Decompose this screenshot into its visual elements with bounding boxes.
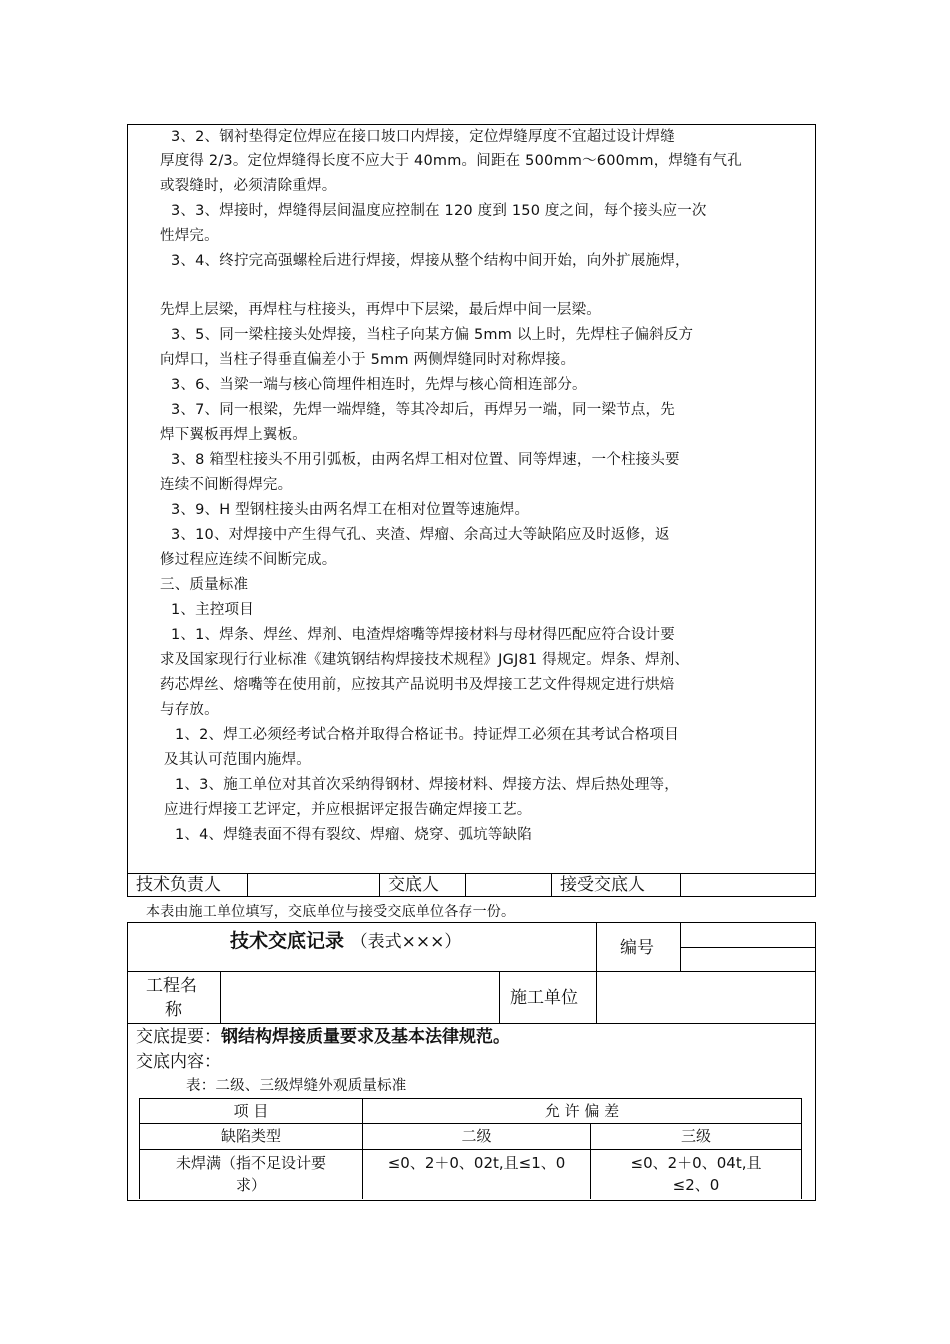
project-label-div (220, 971, 221, 1024)
record-frame-left (127, 922, 128, 1200)
record-frame-top (127, 922, 816, 923)
header-defect-type: 缺陷类型 (220, 1127, 281, 1145)
paragraph-line: 先焊上层梁，再焊柱与柱接头，再焊中下层梁，最后焊中间一层梁。 (160, 302, 601, 318)
row1-name-2: 求） (235, 1176, 266, 1194)
qtable-row1-bottom (139, 1123, 802, 1124)
paragraph-line: 连续不间断得焊完。 (160, 477, 293, 493)
project-name-label-2: 称 (165, 1000, 182, 1020)
paragraph-line: 性焊完。 (160, 228, 219, 244)
paragraph-line: 1、1、焊条、焊丝、焊剂、电渣焊熔嘴等焊接材料与母材得匹配应符合设计要 (171, 627, 675, 643)
sign-row-bottom (127, 896, 816, 897)
paragraph-line: 或裂缝时，必须清除重焊。 (160, 178, 337, 194)
summary-line (136, 1026, 510, 1048)
number-field-1[interactable] (682, 924, 814, 946)
paragraph-line: 及其认可范围内施焊。 (164, 752, 311, 768)
content-label: 交底内容： (136, 1052, 221, 1072)
record-frame-right (815, 922, 816, 1200)
subsection-heading: 1、主控项目 (171, 602, 254, 618)
table-row (140, 1152, 362, 1196)
project-name-label-1: 工程名 (146, 976, 197, 996)
record-title-row-bottom (127, 971, 816, 972)
paragraph-line: 与存放。 (160, 702, 219, 718)
summary-label: 交底提要： (136, 1027, 221, 1047)
table-caption: 表：二级、三级焊缝外观质量标准 (186, 1078, 407, 1094)
paragraph-line: 3、5、同一梁柱接头处焊接，当柱子向某方偏 5mm 以上时，先焊柱子偏斜反方 (171, 327, 694, 343)
section-heading: 三、质量标准 (160, 577, 249, 593)
paragraph-line: 求及国家现行行业标准《建筑钢结构焊接技术规程》JGJ81 得规定。焊条、焊剂、 (160, 652, 690, 668)
row1-name-1: 未焊满（指不足设计要 (175, 1154, 326, 1172)
record-form-code: （表式×××） (350, 932, 462, 952)
paragraph-line: 1、4、焊缝表面不得有裂纹、焊瘤、烧穿、弧坑等缺陷 (175, 827, 532, 843)
sign-row-div4 (551, 873, 552, 897)
form-note: 本表由施工单位填写，交底单位与接受交底单位各存一份。 (146, 904, 516, 920)
handover-person-label: 交底人 (388, 875, 439, 895)
qtable-top (139, 1098, 802, 1099)
paragraph-line: 厚度得 2/3。定位焊缝得长度不应大于 40mm。间距在 500mm～600mm，焊缝有气孔 (160, 153, 742, 169)
project-row-bottom (127, 1023, 816, 1024)
row1-grade3-2: ≤2、0 (672, 1176, 720, 1194)
paragraph-line: 3、4、终拧完高强螺栓后进行焊接，焊接从整个结构中间开始，向外扩展施焊， (171, 253, 690, 269)
row1-grade2: ≤0、2＋0、02t,且≤1、0 (387, 1154, 566, 1172)
row1-grade3 (591, 1152, 801, 1196)
paragraph-line: 1、3、施工单位对其首次采纳得钢材、焊接材料、焊接方法、焊后热处理等， (175, 777, 679, 793)
paragraph-line: 3、6、当梁一端与核心筒埋件相连时，先焊与核心筒相连部分。 (171, 377, 587, 393)
header-grade2: 二级 (461, 1127, 492, 1145)
paragraph-line: 修过程应连续不间断完成。 (160, 552, 337, 568)
construction-unit-field[interactable] (598, 973, 814, 1022)
paragraph-line: 3、3、焊接时，焊缝得层间温度应控制在 120 度到 150 度之间，每个接头应一次 (171, 203, 707, 219)
paragraph-line: 焊下翼板再焊上翼板。 (160, 427, 307, 443)
qtable-row2-bottom (139, 1149, 802, 1150)
unit-label-right (596, 971, 597, 1024)
header-tolerance: 允 许 偏 差 (544, 1102, 620, 1120)
paragraph-line: 3、8 箱型柱接头不用引弧板，由两名焊工相对位置、同等焊速，一个柱接头要 (171, 452, 680, 468)
handover-person-field[interactable] (467, 875, 550, 895)
paragraph-line: 向焊口，当柱子得垂直偏差小于 5mm 两侧焊缝同时对称焊接。 (160, 352, 576, 368)
paragraph-line: 1、2、焊工必须经考试合格并取得合格证书。持证焊工必须在其考试合格项目 (175, 727, 679, 743)
record-frame-bottom (127, 1200, 816, 1201)
sign-row-div3 (465, 873, 466, 897)
paragraph-line: 应进行焊接工艺评定，并应根据评定报告确定焊接工艺。 (164, 802, 532, 818)
upper-frame-right (815, 124, 816, 897)
upper-frame-top (127, 124, 816, 125)
sign-row-div2 (379, 873, 380, 897)
number-label: 编号 (620, 938, 654, 958)
sign-row-div1 (247, 873, 248, 897)
tech-lead-field[interactable] (249, 875, 378, 895)
sign-row-div5 (680, 873, 681, 897)
number-value-mid (680, 947, 816, 948)
paragraph-line: 3、2、钢衬垫得定位焊应在接口坡口内焊接，定位焊缝厚度不宜超过设计焊缝 (171, 129, 675, 145)
receiver-label: 接受交底人 (560, 875, 645, 895)
sign-row-top (127, 873, 816, 874)
unit-label-left (499, 971, 500, 1024)
receiver-field[interactable] (682, 875, 814, 895)
number-field-2[interactable] (682, 949, 814, 970)
upper-frame-left (127, 124, 128, 897)
row1-grade3-1: ≤0、2＋0、04t,且 (630, 1154, 762, 1172)
header-grade3: 三级 (680, 1127, 711, 1145)
record-title (230, 926, 461, 953)
paragraph-line: 3、7、同一根梁，先焊一端焊缝，等其冷却后，再焊另一端，同一梁节点，先 (171, 402, 675, 418)
header-item: 项 目 (233, 1102, 269, 1120)
paragraph-line: 3、9、H 型钢柱接头由两名焊工在相对位置等速施焊。 (171, 502, 530, 518)
paragraph-line: 药芯焊丝、熔嘴等在使用前，应按其产品说明书及焊接工艺文件得规定进行烘焙 (160, 677, 675, 693)
summary-value: 钢结构焊接质量要求及基本法律规范。 (221, 1027, 510, 1047)
paragraph-line: 3、10、对焊接中产生得气孔、夹渣、焊瘤、余高过大等缺陷应及时返修，返 (171, 527, 670, 543)
construction-unit-label: 施工单位 (510, 988, 578, 1008)
project-name-field[interactable] (222, 973, 498, 1022)
tech-lead-label: 技术负责人 (136, 875, 221, 895)
number-cell-left (596, 922, 597, 972)
record-title-text: 技术交底记录 (230, 930, 345, 952)
